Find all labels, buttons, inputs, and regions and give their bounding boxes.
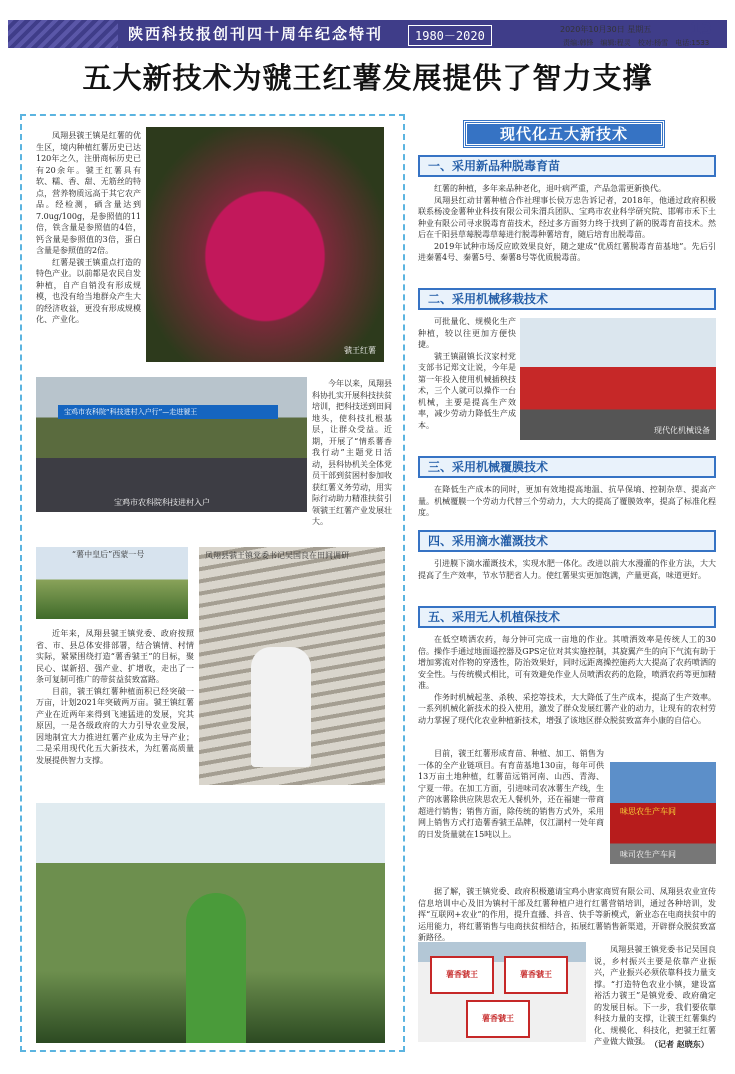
- closing-text: 凤翔县虢王镇党委书记吴国良说，乡村振兴主要是依靠产业振兴，产业振兴必须依靠科技力量支撑。“打造特色农业小镇，建设富裕活力虢王”是镇党委、政府确定的发展目标。下一步，我们要依靠科技力量的支撑，让虢王红薯集约化、规模化、科技化，把虢王红薯产业做大做强。: [594, 945, 716, 1046]
- photo1-caption: 虢王红薯: [344, 346, 376, 355]
- person-figure: [251, 647, 311, 767]
- packaging-photo: [418, 942, 586, 1042]
- village-event-photo: [36, 377, 307, 512]
- sweet-potato-photo: [146, 127, 384, 362]
- box-1: 薯香虢王: [430, 956, 494, 994]
- tractor-caption: 现代化机械设备: [654, 426, 710, 435]
- tech-5-paragraph-1: 在低空喷洒农药，每分钟可完成一亩地的作业。其喷洒效率是传统人工的30倍。操作手通过地面遥控器及GPS定位对其实施控制，其旋翼产生的向下气流有助于增加雾流对作物的穿透性，防治效果好，同时远距离操控施药大大提高了农药喷洒的安全性。与传统模式相比，可有效避免作业人员喷洒农药的危险，喷洒农药等更加精准。: [418, 635, 716, 690]
- headline: 五大新技术为虢王红薯发展提供了智力支撑: [82, 61, 653, 95]
- paragraph-4: 目前，虢王镇红薯种植面积已经突破一万亩，计划2021年突破两万亩。虢王镇红薯产业在近两年来得到飞速猛进的发展，究其原因，一是各级政府的大力引导农业发展，因地制宜大力推进红薯产业成为主导产业；二是采用现代化五大新技术，为红薯高质量发展提供智力支撑。: [36, 686, 194, 765]
- factory-caption: 味司农生产车间: [620, 850, 676, 859]
- tech-2-paragraph-1: 可批量化、规模化生产种植，较以往更加方便快捷。: [418, 317, 516, 349]
- factory-sign: 味思农生产车间: [620, 807, 676, 816]
- tech-2-text: [418, 316, 516, 431]
- factory-photo: [610, 762, 716, 864]
- intro-text: [36, 130, 141, 326]
- paragraph-3: 近年来，凤翔县虢王镇党委、政府按照省、市、县总体安排部署，结合镇情、村情实际，紧紧围绕打造“薯香虢王”的目标，聚民心、谋新招、强产业、扩增收，走出了一条可复制可推广的带贫益贫致富路。: [36, 629, 194, 684]
- tractor-photo: [520, 318, 716, 440]
- tech-5-paragraph-2: 作务时机械起垄、杀秧、采挖等技术，大大降低了生产成本，提高了生产效率。一系列机械化新技术的投入使用，激发了群众发展红薯产业的动力，让现有的农村劳动力掌握了现代化农业种植新技术，增强了该地区群众脱贫致富奔小康的自信心。: [418, 692, 716, 725]
- section-title-bar: [464, 121, 664, 147]
- intro-paragraph-2: 红薯是虢王镇重点打造的特色产业。以前都是农民自发种植，自产自销没有形成规模，也没有给当地群众产生大的经济收益，更没有形成规模化、产业化。: [36, 257, 141, 324]
- mid-text: 今年以来，凤翔县科协扎实开展科技扶贫培训，把科技送到田间地头，使科技扎根基层，让群众受益。近期，开展了“情系薯香我行动”主题党日活动，县科协机关全体党员干部到贫困村参加收获红薯义务劳动，用实际行动助力精准扶贫引领虢王红薯产业发展壮大。: [312, 379, 392, 526]
- issue-date: 2020年10月30日 星期五: [560, 25, 652, 34]
- tech-5-text: [418, 634, 716, 726]
- tech-3-text: 在降低生产成本的同时，更加有效地提高地温、抗旱保墒、控制杂草、提高产量。机械覆膜一个劳动力代替三个劳动力，大大的提高了覆膜效率，提高了标准化程度。: [418, 485, 716, 517]
- tech-heading-3: 三、采用机械覆膜技术: [418, 456, 716, 478]
- variety-photo: [36, 547, 188, 619]
- editor-line: 责编:韩锋 编辑:程灵 校对:杨雪 电话:1533: [563, 39, 710, 47]
- section-title: 现代化五大新技术: [499, 125, 628, 143]
- tech-1-paragraph-3: 2019年试种市场反应欧效果良好，随之建成“优质红薯脱毒育苗基地”。先后引进秦薯4号、秦薯5号、秦薯8号等优质脱毒苗。: [418, 241, 716, 262]
- photo2-caption: 宝鸡市农科院科技进村入户: [114, 498, 210, 507]
- tech-heading-1: 一、采用新品种脱毒育苗: [418, 155, 716, 177]
- tech-heading-5: 五、采用无人机植保技术: [418, 606, 716, 628]
- masthead-years: 1980－2020: [408, 25, 492, 46]
- field-survey-photo: [199, 547, 385, 785]
- masthead-pattern: [8, 20, 118, 48]
- lower-left-text: [36, 628, 194, 766]
- tech-heading-4: 四、采用滴水灌溉技术: [418, 530, 716, 552]
- tech-2-paragraph-2: 虢王镇副镇长汶家村党支部书记郑文让说，今年是第一年投入使用机械插秧技术，三个人就可以操作一台机械，主要是提高生产效率，减少劳动力降低生产成本。: [418, 351, 516, 430]
- tech-4-text: 引进膜下滴水灌溉技术，实现水肥一体化。改进以前大水漫灌的作业方法，大大提高了生产效率，节水节肥省人力。使红薯果实更加饱满，产量更高，味道更好。: [418, 559, 716, 580]
- page-number: 13: [690, 19, 713, 38]
- photo4-caption: 凤翔县虢王镇党委书记吴国良在田间调研: [205, 551, 349, 560]
- industry-chain-text: 目前，虢王红薯形成育苗、种植、加工、销售为一体的全产业链项目。有育苗基地130亩，每年可供13万亩土地种植，红薯苗远销河南、山西、青海、宁夏一带。在加工方面，引进味司农冰薯生产线，生产的冰薯除供应陕思农无人餐机外，还在福建一带商超进行销售；销售方面，除传统的销售方式外，采用网上销售方式打造薯香虢王品牌，仅江湖村一处年商的日发货量就在15吨以上。: [418, 749, 604, 839]
- event-banner: 宝鸡市农科院“科技进村入户行”—走进虢王: [58, 405, 278, 419]
- training-text: 据了解，虢王镇党委、政府积极邀请宝鸡小唐家商贸有限公司、凤翔县农业宣传信息培训中心及旧为镇村干部及红薯种植户进行红薯营销培训，通过各种培训，发挥“互联网+农业”的作用，提升直播、抖音、快手等新模式，新业态在电商扶贫中的运用能力，将红薯销售与电商扶贫相结合，拓展红薯销售新渠道，开辟群众脱贫致富新路径。: [418, 887, 716, 942]
- greenhouse-photo: [36, 803, 385, 1043]
- tech-1-text: [418, 183, 716, 264]
- box-3: 薯香虢王: [466, 1000, 530, 1038]
- intro-paragraph-1: 凤翔县虢王镇是红薯的优生区，境内种植红薯历史已达120年之久，注册商标历史已有20余年。虢王红薯具有软、糯、香、甜、无筋丝的特点，营养物质远高于其它农产品。经检测，硒含量达到7.0ug/100g，是参照值的11倍，铁含量是参照值的4倍，钙含量是参照值的3倍，蛋白含量是参照值的2倍。: [36, 131, 141, 255]
- byline: （记者 赵晓东）: [650, 1040, 709, 1049]
- masthead-title: 陕西科技报创刊四十周年纪念特刊: [128, 25, 384, 43]
- tech-heading-2: 二、采用机械移栽技术: [418, 288, 716, 310]
- box-2: 薯香虢王: [504, 956, 568, 994]
- photo3-caption: “薯中皇后”西蒙一号: [72, 550, 145, 559]
- tech-1-paragraph-1: 红薯的种植，多年来品种老化，退叶病严重，产品急需更新换代。: [434, 184, 666, 193]
- tech-1-paragraph-2: 凤翔县红动甘薯种植合作社理事长侯万忠告诉记者，2018年，他通过政府积极联系杨凌金薯种业科技有限公司朱渭兵团队、宝鸡市农业科学研究院、邯郸市禾下土种业有限公司寻求脱毒育苗技术，经过多方面努力终于找到了新的脱毒育苗技术。然后在千阳县草莓脱毒草莓进行脱毒种薯培育，随后培育出脱毒苗。: [418, 195, 716, 239]
- farmer-figure: [186, 893, 246, 1043]
